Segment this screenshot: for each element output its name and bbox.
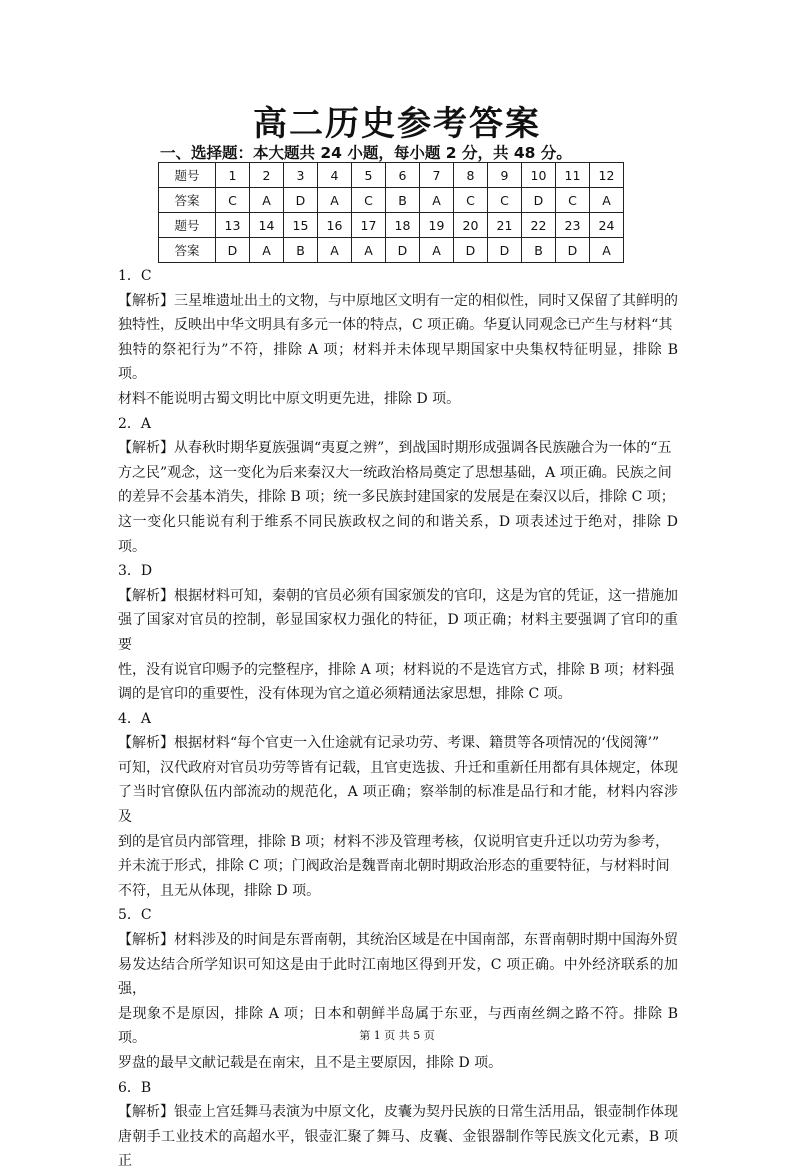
explanation-line: 【解析】根据材料“每个官吏一入仕途就有记录功劳、考课、籍贯等各项情况的‘伐阅簿’” [118, 735, 660, 752]
table-cell: 18 [386, 213, 420, 238]
table-cell: 7 [420, 163, 454, 188]
table-cell: 23 [556, 213, 590, 238]
table-cell: A [420, 188, 454, 213]
table-cell: C [556, 188, 590, 213]
explanation-line: 易发达结合所学知识可知这是由于此时江南地区得到开发，C 项正确。中外经济联系的加强， [118, 956, 678, 998]
table-cell: 10 [522, 163, 556, 188]
table-cell: B [386, 188, 420, 213]
explanation-line: 强了国家对官员的控制，彰显国家权力强化的特征，D 项正确；材料主要强调了官印的重要 [118, 612, 678, 653]
explanation-line: 【解析】三星堆遗址出土的文物，与中原地区文明有一定的相似性，同时又保留了其鲜明的 [118, 292, 678, 309]
explanation-line: 不符，且无从体现，排除 D 项。 [118, 882, 321, 899]
question-answer: 3．D [118, 563, 153, 580]
explanation-line: 独特的祭祀行为”不符，排除 A 项；材料并未体现早期国家中央集权特征明显，排除 B 项。 [118, 341, 678, 383]
table-cell: A [250, 188, 284, 213]
table-cell: 12 [590, 163, 624, 188]
table-cell: D [556, 238, 590, 263]
table-cell: B [522, 238, 556, 263]
table-cell: 9 [488, 163, 522, 188]
explanation-line: 唐朝手工业技术的高超水平，银壶汇聚了舞马、皮囊、金银器制作等民族文化元素，B 项正 [118, 1128, 678, 1170]
explanation-line: 材料不能说明古蜀文明比中原文明更先进，排除 D 项。 [118, 390, 461, 407]
explanation-line: 【解析】银壶上宫廷舞马表演为中原文化，皮囊为契丹民族的日常生活用品，银壶制作体现 [118, 1104, 678, 1121]
table-cell: A [318, 238, 352, 263]
table-row [159, 163, 624, 188]
table-cell: 13 [216, 213, 250, 238]
section-heading: 一、选择题：本大题共 24 小题，每小题 2 分，共 48 分。 [160, 144, 572, 162]
explanation-line: 方之民”观念，这一变化为后来秦汉大一统政治格局奠定了思想基础，A 项正确。民族之间 [118, 464, 672, 481]
table-cell: 2 [250, 163, 284, 188]
explanation-line: 罗盘的最早文献记载是在南宋，且不是主要原因，排除 D 项。 [118, 1055, 503, 1071]
explanation-line: 了当时官僚队伍内部流动的规范化，A 项正确；察举制的标准是品行和才能，材料内容涉及 [118, 784, 678, 826]
question-answer: 6．B [118, 1079, 152, 1096]
explanation-line: 性，没有说官印赐予的完整程序，排除 A 项；材料说的不是选官方式，排除 B 项；材料强 [118, 661, 675, 678]
page-title: 高二历史参考答案 [253, 104, 541, 144]
explanation-line: 的差异不会基本消失，排除 B 项；统一多民族封建国家的发展是在秦汉以后，排除 C 项； [118, 489, 675, 506]
table-cell: C [454, 188, 488, 213]
table-row [159, 238, 624, 263]
question-answer: 4．A [118, 710, 152, 727]
table-cell: A [590, 188, 624, 213]
row-header: 答案 [159, 188, 216, 213]
table-cell: A [352, 238, 386, 263]
table-cell: 21 [488, 213, 522, 238]
table-cell: A [590, 238, 624, 263]
table-cell: 15 [284, 213, 318, 238]
table-cell: 24 [590, 213, 624, 238]
page-footer: 第 1 页 共 5 页 [359, 1029, 435, 1042]
table-cell: D [522, 188, 556, 213]
question-answer: 5．C [118, 907, 152, 924]
table-cell: 6 [386, 163, 420, 188]
explanation-line: 是现象不是原因，排除 A 项；日本和朝鲜半岛属于东亚，与西南丝绸之路不符。排除 B 项。 [118, 1005, 678, 1047]
table-cell: D [454, 238, 488, 263]
table-cell: C [216, 188, 250, 213]
table-cell: C [488, 188, 522, 213]
table-cell: D [386, 238, 420, 263]
table-cell: 1 [216, 163, 250, 188]
table-row [159, 213, 624, 238]
explanation-line: 【解析】根据材料可知，秦朝的官员必须有国家颁发的官印，这是为官的凭证，这一措施加 [118, 587, 678, 604]
question-answer: 1．C [118, 268, 152, 284]
answer-table [158, 162, 624, 263]
table-row [159, 188, 624, 213]
table-cell: 16 [318, 213, 352, 238]
table-cell: 11 [556, 163, 590, 188]
table-cell: A [318, 188, 352, 213]
question-answer: 2．A [118, 415, 152, 432]
explanation-line: 并未流于形式，排除 C 项；门阀政治是魏晋南北朝时期政治形态的重要特征，与材料时间 [118, 858, 670, 875]
explanation-line: 可知，汉代政府对官员功劳等皆有记载，且官吏选拔、升迁和重新任用都有具体规定，体现 [118, 759, 678, 776]
table-cell: 19 [420, 213, 454, 238]
table-cell: 22 [522, 213, 556, 238]
table-cell: A [420, 238, 454, 263]
table-cell: B [284, 238, 318, 263]
table-cell: 8 [454, 163, 488, 188]
table-cell: 20 [454, 213, 488, 238]
row-header: 题号 [159, 213, 216, 238]
table-cell: A [250, 238, 284, 263]
explanation-line: 独特性，反映出中华文明具有多元一体的特点，C 项正确。华夏认同观念已产生与材料“其 [118, 317, 673, 334]
explanation-line: 【解析】从春秋时期华夏族强调“夷夏之辨”，到战国时期形成强调各民族融合为一体的“五 [118, 440, 672, 457]
row-header: 答案 [159, 238, 216, 263]
table-cell: 17 [352, 213, 386, 238]
table-cell: C [352, 188, 386, 213]
table-cell: D [488, 238, 522, 263]
table-cell: 14 [250, 213, 284, 238]
table-cell: D [284, 188, 318, 213]
table-cell: 4 [318, 163, 352, 188]
explanation-line: 调的是官印的重要性，没有体现为官之道必须精通法家思想，排除 C 项。 [118, 686, 572, 703]
row-header: 题号 [159, 163, 216, 188]
table-cell: 5 [352, 163, 386, 188]
explanation-line: 到的是官员内部管理，排除 B 项；材料不涉及管理考核，仅说明官吏升迁以功劳为参考， [118, 833, 670, 850]
explanation-line: 这一变化只能说有利于维系不同民族政权之间的和谐关系，D 项表述过于绝对，排除 D 项。 [118, 513, 678, 555]
table-cell: D [216, 238, 250, 263]
explanation-line: 【解析】材料涉及的时间是东晋南朝，其统治区域是在中国南部，东晋南朝时期中国海外贸 [118, 932, 678, 949]
table-cell: 3 [284, 163, 318, 188]
